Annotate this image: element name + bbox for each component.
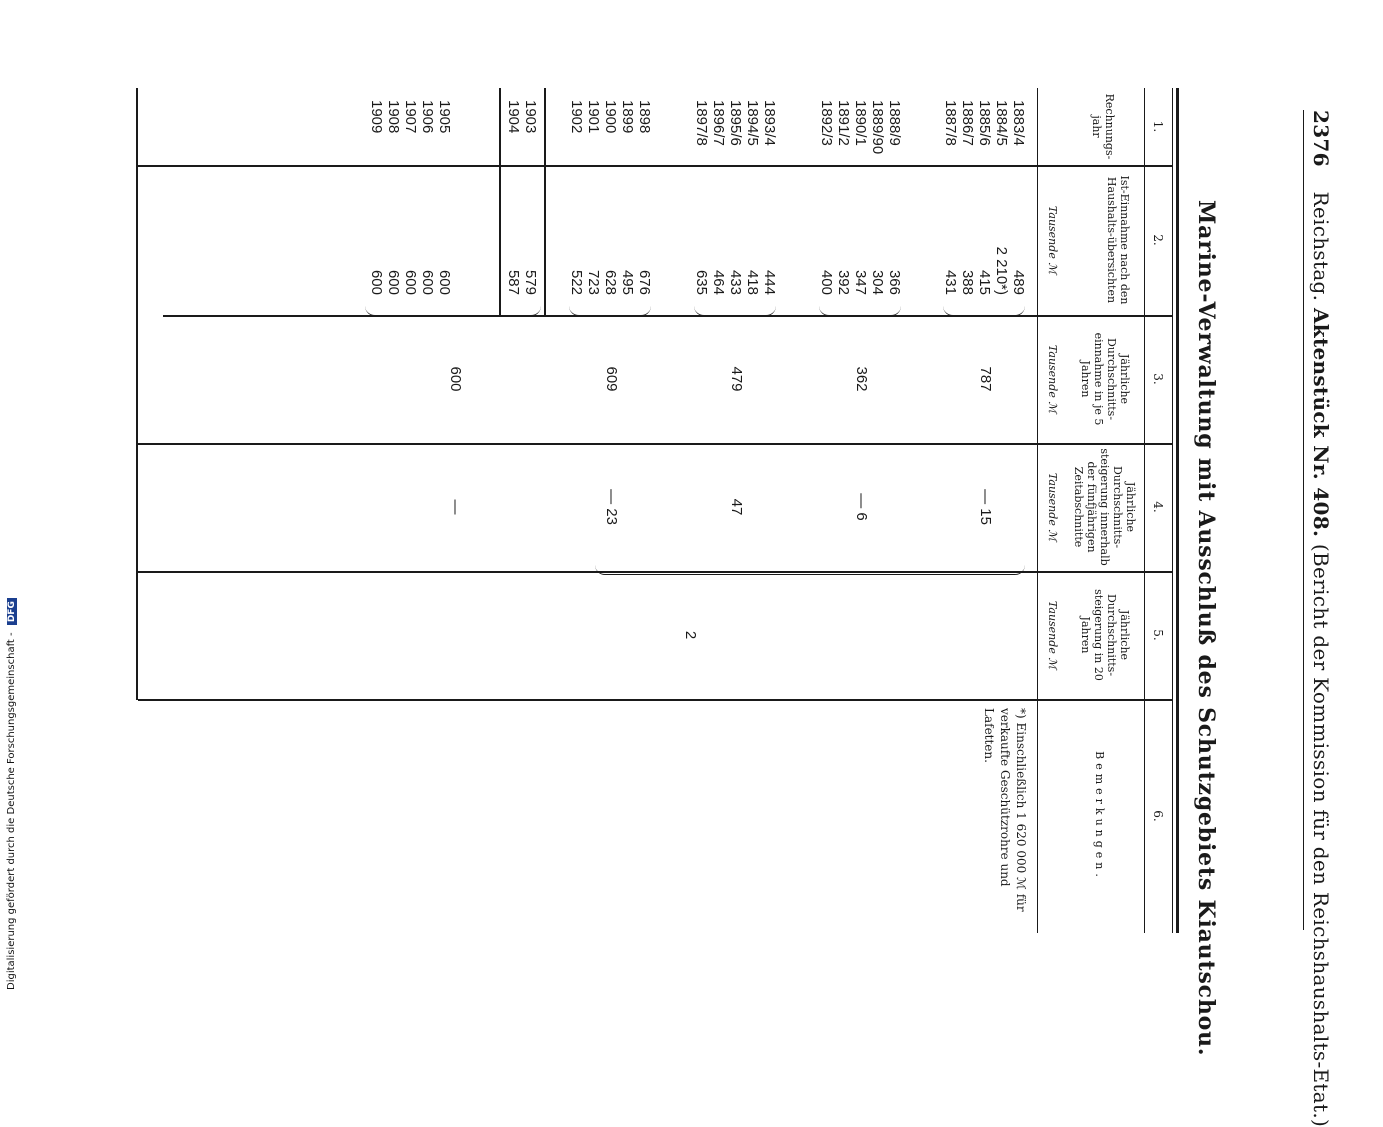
year-cell: 1907 [402, 100, 419, 134]
year-cell: 1887/8 [942, 100, 959, 146]
colhead-actual-revenue: Ist-Einnahme nach den Haushalts-übersichten [1105, 175, 1131, 305]
colnum-3: 3. [1151, 373, 1165, 385]
header-aktenstueck: Aktenstück Nr. 408. [1309, 307, 1333, 538]
header-reichstag: Reichstag. [1309, 191, 1333, 302]
year-cell: 1901 [585, 100, 602, 134]
increase-cell: — 23 [603, 489, 620, 525]
value-cell: 489 [1010, 269, 1027, 295]
unit-col5: Tausende ℳ [1046, 600, 1059, 670]
header-subtitle: (Bericht der Kommission für den Reichshaushalts-Etat.) [1309, 543, 1333, 1127]
value-cell: 676 [636, 269, 653, 295]
colnum-2: 2. [1151, 234, 1165, 246]
year-cell: 1906 [419, 100, 436, 134]
unit-col3: Tausende ℳ [1046, 344, 1059, 414]
header-rule [1303, 110, 1304, 930]
year-cell: 1908 [385, 100, 402, 134]
value-cell: 635 [693, 269, 710, 295]
year-cell: 1890/1 [852, 100, 869, 146]
average-cell: 479 [728, 366, 745, 392]
value-cell: 418 [744, 269, 761, 295]
year-cell: 1894/5 [744, 100, 761, 146]
year-cell: 1893/4 [761, 100, 778, 146]
year-cell: 1892/3 [818, 100, 835, 146]
increase-cell: — [447, 499, 464, 515]
year-cell: 1885/6 [976, 100, 993, 146]
value-cell: 433 [727, 269, 744, 295]
group-brace [365, 303, 541, 316]
value-cell: 366 [886, 269, 903, 295]
average-cell: 787 [977, 366, 994, 392]
value-cell: 464 [710, 269, 727, 295]
col-divider-5 [138, 699, 1173, 701]
unit-col2: Tausende ℳ [1046, 205, 1059, 275]
colhead-5yr-average: Jährliche Durchschnitts-einnahme in je 5 Jahren [1079, 332, 1131, 426]
value-cell: 392 [835, 269, 852, 295]
year-cell: 1888/9 [886, 100, 903, 146]
table-bottom-rule [136, 88, 138, 700]
group-brace [819, 303, 901, 316]
table-top-rule-thin [1172, 88, 1173, 933]
period-separator-rule [499, 88, 501, 315]
colhead-20yr-increase: Jährliche Durchschnitts-steigerung in 20 Jahren [1079, 589, 1131, 681]
year-cell: 1902 [568, 100, 585, 134]
value-cell: 600 [385, 269, 402, 295]
table-top-rule [1176, 88, 1179, 933]
colnum-rule [1144, 88, 1145, 933]
header-bottom-rule [1037, 88, 1038, 933]
year-cell: 1883/4 [1010, 100, 1027, 146]
value-cell: 600 [419, 269, 436, 295]
year-cell: 1889/90 [869, 100, 886, 155]
year-cell: 1891/2 [835, 100, 852, 146]
value-cell: 400 [818, 269, 835, 295]
value-cell: 600 [436, 269, 453, 295]
page-number: 2376 [1309, 110, 1333, 167]
colnum-4: 4. [1151, 501, 1165, 513]
twenty-year-brace [595, 562, 1025, 575]
year-cell: 1904 [505, 100, 522, 134]
value-cell: 587 [505, 269, 522, 295]
value-cell: 522 [568, 269, 585, 295]
twenty-year-increase-cell: 2 [682, 630, 699, 640]
year-cell: 1884/5 [993, 100, 1010, 146]
year-cell: 1895/6 [727, 100, 744, 146]
increase-cell: — 15 [977, 489, 994, 525]
credit-text: Digitalisierung gefördert durch die Deutsche Forschungsgemeinschaft - [6, 632, 17, 990]
year-cell: 1886/7 [959, 100, 976, 146]
average-cell: 609 [603, 366, 620, 392]
value-cell: 388 [959, 269, 976, 295]
value-cell: 415 [976, 269, 993, 295]
value-cell: 444 [761, 269, 778, 295]
period-separator-rule [544, 88, 546, 315]
increase-cell: — 6 [853, 493, 870, 521]
col-divider-1 [138, 165, 1173, 167]
value-cell: 304 [869, 269, 886, 295]
group-brace [569, 303, 651, 316]
running-header [1309, 110, 1333, 1127]
value-cell: 723 [585, 269, 602, 295]
value-cell: 600 [368, 269, 385, 295]
value-cell: 431 [942, 269, 959, 295]
footnote: *) Einschließlich 1 620 000 ℳ für verkaufte Geschützrohre und Lafetten. [982, 708, 1028, 912]
value-cell: 579 [522, 269, 539, 295]
digitization-credit [6, 598, 17, 990]
year-cell: 1896/7 [710, 100, 727, 146]
group-brace [694, 303, 776, 316]
year-cell: 1909 [368, 100, 385, 134]
colnum-5: 5. [1151, 629, 1165, 641]
group-brace [943, 303, 1025, 316]
unit-col4: Tausende ℳ [1046, 472, 1059, 542]
value-cell: 628 [602, 269, 619, 295]
col-divider-2-head [1003, 315, 1173, 317]
colnum-1: 1. [1151, 120, 1165, 133]
average-cell: 362 [853, 366, 870, 392]
colhead-5yr-increase: Jährliche Durchschnitts-steigerung innerhalb der fünfjährigen Zeitabschnitte [1072, 448, 1137, 566]
year-cell: 1903 [522, 100, 539, 134]
colhead-remarks: Bemerkungen. [1093, 751, 1106, 881]
increase-cell: 47 [728, 498, 745, 516]
year-cell: 1897/8 [693, 100, 710, 146]
value-cell: 2 210*) [993, 246, 1010, 295]
page-title: Marine-Verwaltung mit Ausschluß des Schutzgebiets Kiautschou. [1193, 200, 1219, 1057]
value-cell: 347 [852, 269, 869, 295]
year-cell: 1898 [636, 100, 653, 134]
year-cell: 1899 [619, 100, 636, 134]
dfg-logo: DFG [7, 598, 17, 625]
year-cell: 1905 [436, 100, 453, 134]
year-cell: 1900 [602, 100, 619, 134]
col-divider-3 [138, 443, 1173, 445]
colnum-6: 6. [1151, 810, 1165, 822]
value-cell: 600 [402, 269, 419, 295]
average-cell: 600 [447, 366, 464, 392]
value-cell: 495 [619, 269, 636, 295]
colhead-year: Rechnungs-jahr [1090, 93, 1116, 160]
